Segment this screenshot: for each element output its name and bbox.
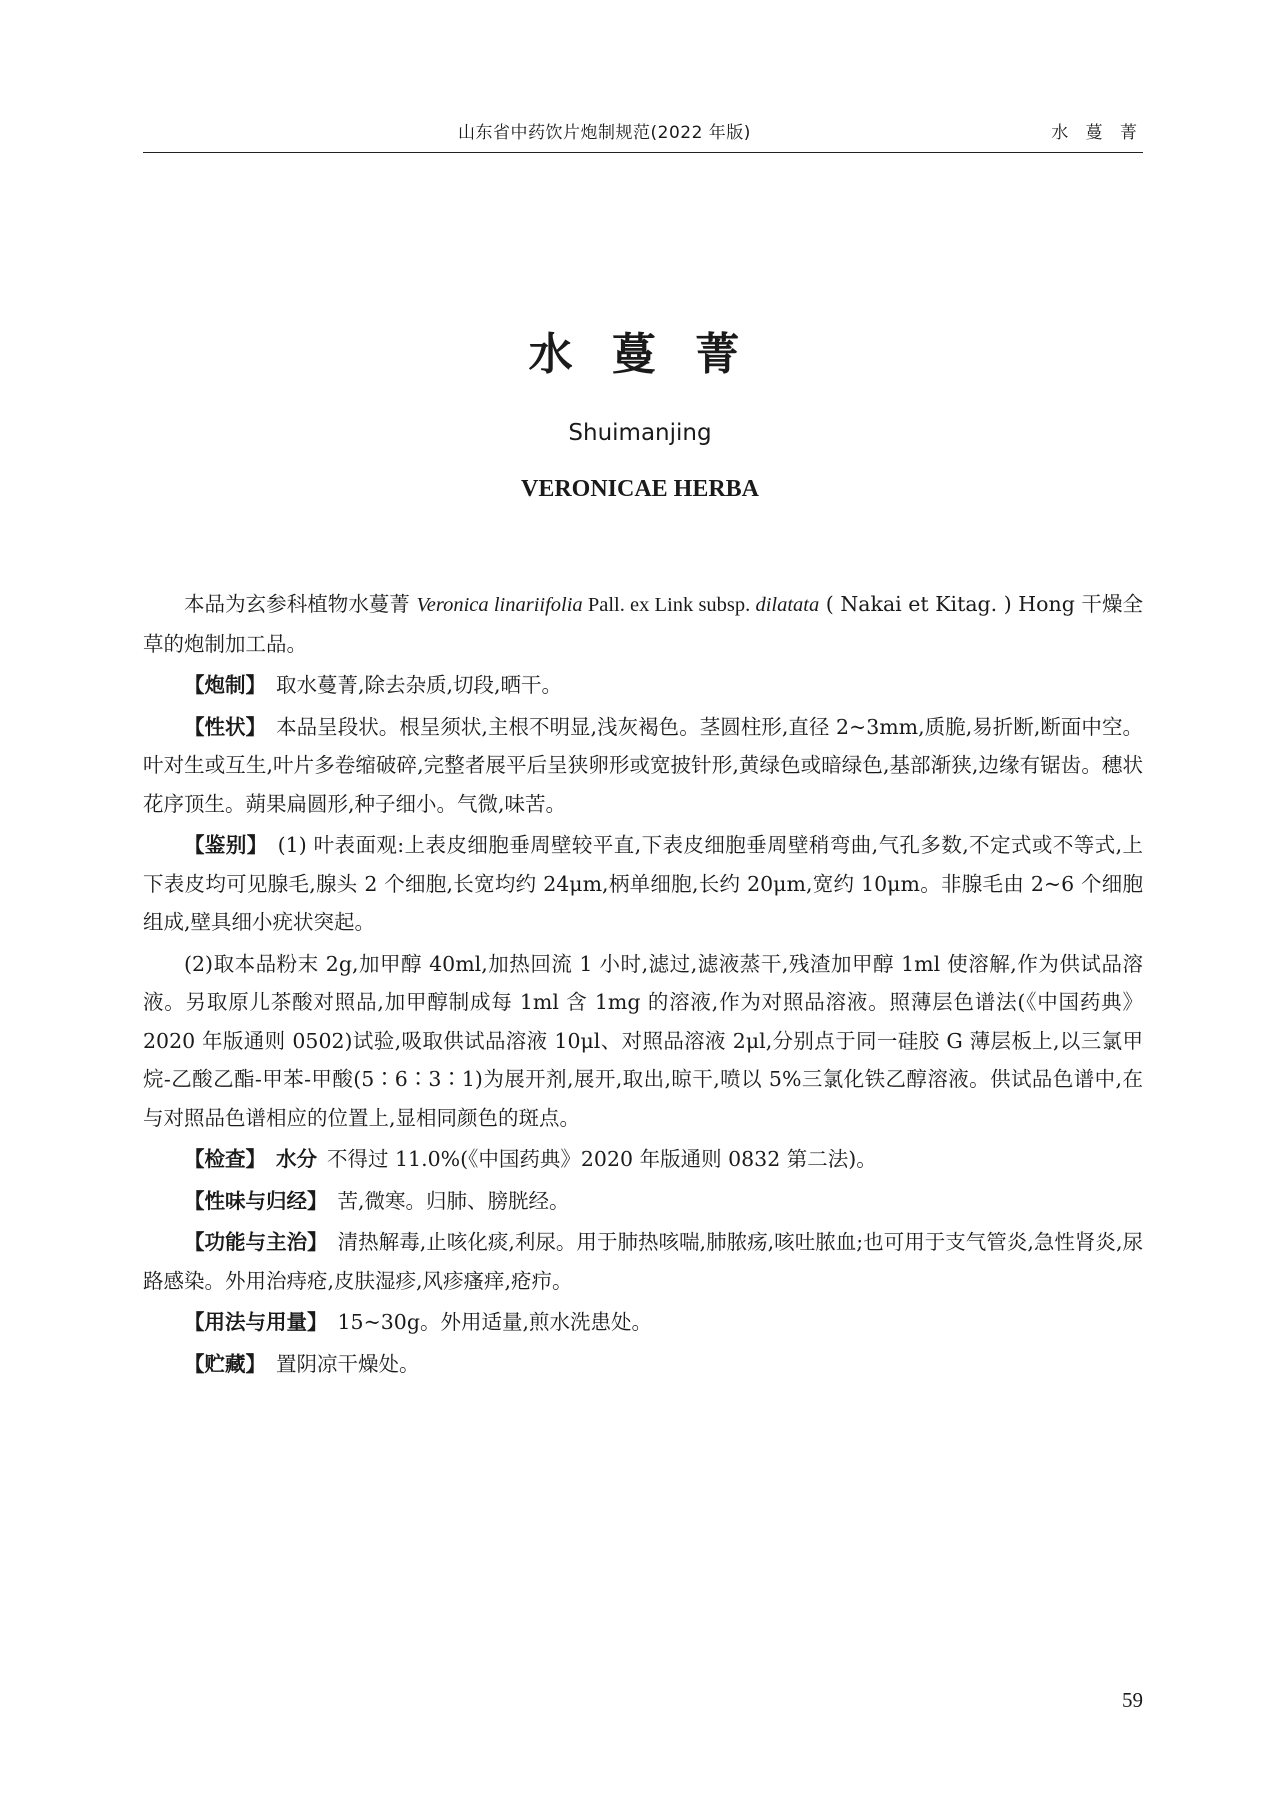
section-xingzhuang (143, 708, 1143, 824)
section-jianbie (143, 826, 1143, 942)
section-label: 【贮藏】 (184, 1351, 266, 1376)
section-label: 【检查】 (184, 1147, 266, 1171)
section-label: 【炮制】 (184, 673, 266, 697)
intro-paragraph (143, 585, 1143, 663)
monograph-body (143, 585, 1143, 1386)
section-text: 本品呈段状。根呈须状,主根不明显,浅灰褐色。茎圆柱形,直径 2~3mm,质脆,易折断,断面中空。叶对生或互生,叶片多卷缩破碎,完整者展平后呈狭卵形或宽披针形,黄绿色或暗绿色,基部渐狭,边缘有锯齿。穗状花序顶生。蒴果扁圆形,种子细小。气微,味苦。 (143, 714, 1143, 816)
section-text: 15~30g。外用适量,煎水洗患处。 (337, 1310, 652, 1334)
section-sub-label: 水分 (276, 1147, 317, 1171)
intro-text-3: ( Nakai et Kitag. ) Hong 干燥全草的炮制加工品。 (143, 592, 1143, 656)
section-text: 清热解毒,止咳化痰,利尿。用于肺热咳喘,肺脓疡,咳吐脓血;也可用于支气管炎,急性肾炎,尿路感染。外用治痔疮,皮肤湿疹,风疹瘙痒,疮疖。 (143, 1230, 1143, 1293)
title-block (0, 318, 1280, 503)
section-label: 【功能与主治】 (184, 1230, 328, 1254)
section-jianbie-part2 (143, 945, 1143, 1138)
intro-text-2: Pall. ex Link subsp. (582, 594, 756, 616)
section-label: 【用法与用量】 (184, 1310, 328, 1334)
section-text: (2)取本品粉末 2g,加甲醇 40ml,加热回流 1 小时,滤过,滤液蒸干,残渣加甲醇 1ml 使溶解,作为供试品溶液。另取原儿茶酸对照品,加甲醇制成每 1ml 含 1mg 的溶液,作为对照品溶液。照薄层色谱法(《中国药典》2020 年版通则 0502)试验,吸取供试品溶液 10μl、对照品溶液 2μl,分别点于同一硅胶 G 薄层板上,以三氯甲烷-乙酸乙酯-甲苯-甲酸(5∶6∶3∶1)为展开剂,展开,取出,晾干,喷以 5%三氯化铁乙醇溶液。供试品色谱中,在与对照品色谱相应的位置上,显相同颜色的斑点。 (143, 951, 1143, 1130)
section-label: 【性状】 (184, 714, 267, 739)
section-jiancha (143, 1140, 1143, 1179)
section-gongneng (143, 1223, 1143, 1300)
page-number: 59 (1122, 1688, 1143, 1712)
header-entry-name: 水 蔓 菁 (1051, 123, 1143, 143)
section-text: 苦,微寒。归肺、膀胱经。 (337, 1188, 570, 1213)
section-label: 【鉴别】 (184, 833, 268, 857)
header-book-title: 山东省中药饮片炮制规范(2022 年版) (458, 123, 751, 143)
running-header (143, 108, 1143, 153)
entry-latin-name: VERONICAE HERBA (520, 476, 760, 502)
section-xingwei (143, 1182, 1143, 1221)
entry-title: 水 蔓 菁 (528, 329, 752, 380)
section-text: 不得过 11.0%(《中国药典》2020 年版通则 0832 第二法)。 (327, 1147, 877, 1171)
section-yongfa (143, 1303, 1143, 1342)
intro-text-1: 本品为玄参科植物水蔓菁 (184, 592, 417, 616)
section-text: 置阴凉干燥处。 (276, 1351, 420, 1376)
section-zhucang (143, 1345, 1143, 1384)
entry-pinyin: Shuimanjing (568, 420, 712, 446)
intro-latin-subsp: dilatata (755, 594, 820, 616)
section-label: 【性味与归经】 (184, 1188, 328, 1213)
section-text: 取水蔓菁,除去杂质,切段,晒干。 (276, 673, 563, 697)
intro-latin-genus: Veronica linariifolia (416, 594, 583, 616)
section-text: (1) 叶表面观:上表皮细胞垂周壁较平直,下表皮细胞垂周壁稍弯曲,气孔多数,不定式或不等式,上下表皮均可见腺毛,腺头 2 个细胞,长宽均约 24μm,柄单细胞,长约 20μm,宽约 10μm。非腺毛由 2~6 个细胞组成,壁具细小疣状突起。 (143, 833, 1144, 934)
section-paozhi (143, 666, 1143, 705)
